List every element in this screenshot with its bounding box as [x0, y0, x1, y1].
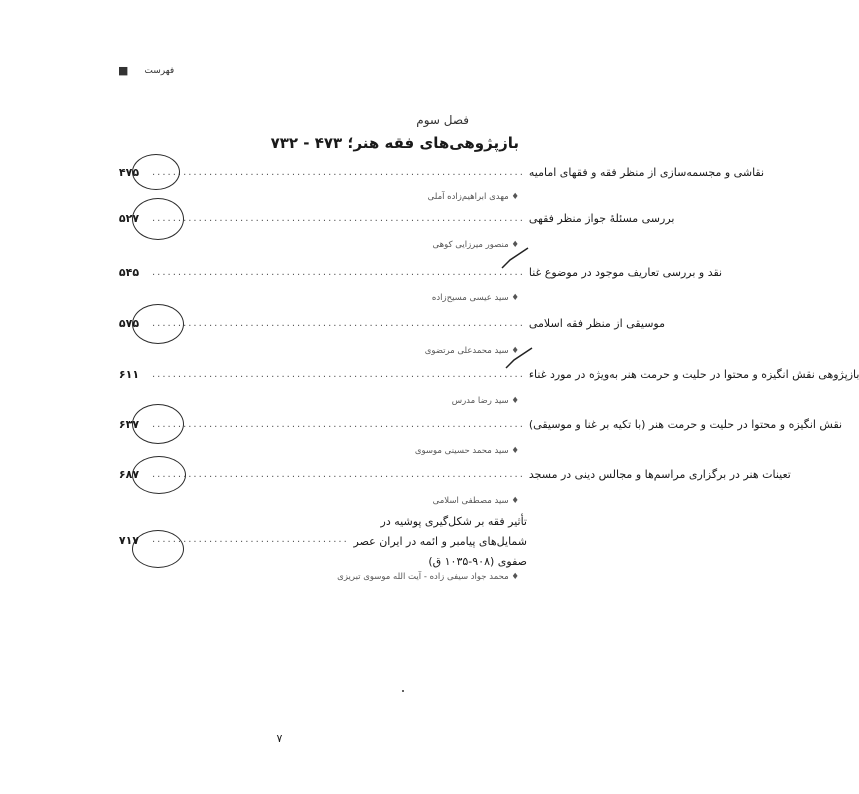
toc-entry-title: نقد و بررسی تعاریف موجود در موضوع غنا — [528, 265, 723, 279]
section-mark-icon: ■ — [118, 64, 129, 77]
toc-entry-author: ♦ سید رضا مدرس — [451, 396, 519, 406]
toc-entry-page: ۵۲۷ — [118, 211, 140, 225]
handwritten-check-icon — [504, 346, 534, 372]
toc-entry-title: تأثیر فقه بر شکل‌گیری پوشیه در شمایل‌های پیامبر و ائمه در ایران عصر صفوی (۹۰۸-۱۰۳۵ ق) — [353, 515, 527, 568]
running-title: فهرست — [144, 65, 175, 76]
toc-entry-title: بررسی مسئلهٔ جواز منظر فقهی — [528, 211, 675, 225]
leader-dots: ........................................................................ — [152, 166, 525, 178]
leader-dots: ...................................... — [152, 534, 349, 545]
toc-entry-page: ۵۴۵ — [118, 265, 140, 279]
section-title: بازپژوهی‌های فقه هنر؛ ۴۷۳ - ۷۳۲ — [270, 134, 519, 152]
toc-entry-author: ♦ سید مصطفی اسلامی — [432, 496, 519, 506]
leader-dots: ........................................................................ — [152, 317, 525, 329]
handwritten-check-icon — [500, 246, 530, 272]
toc-entry[interactable] — [110, 364, 859, 384]
leader-dots: ........................................................................ — [152, 266, 525, 278]
leader-dots: ........................................................................ — [152, 368, 525, 380]
toc-entry-author: ♦ سید محمدعلی مرتضوی — [424, 346, 519, 356]
toc-entry[interactable] — [110, 262, 723, 282]
toc-entry-author: ♦ محمد جواد سیفی زاده - آیت الله موسوی تبریزی — [337, 572, 519, 582]
toc-entry-page: ۵۷۵ — [118, 316, 140, 330]
toc-entry-title: نقش انگیزه و محتوا در حلیت و حرمت هنر (با تکیه بر غنا و موسیقی) — [528, 417, 843, 431]
toc-entry-author: ♦ سید محمد حسینی موسوی — [414, 446, 519, 456]
toc-entry-title: بازپژوهی نقش انگیزه و محتوا در حلیت و حرمت هنر به‌ویژه در مورد غناء — [528, 367, 859, 381]
toc-entry-page: ۷۱۷ — [118, 534, 140, 547]
page-number: ۷ — [276, 732, 283, 745]
leader-dots: ........................................................................ — [152, 468, 525, 480]
toc-entry-title: موسیقی از منظر فقه اسلامی — [528, 316, 665, 330]
toc-entry-page: ۶۸۷ — [118, 467, 140, 481]
section-label: فصل سوم — [416, 113, 469, 127]
ink-speck — [402, 690, 404, 692]
leader-dots: ........................................................................ — [152, 418, 525, 430]
toc-entry-title: نقاشی و مجسمه‌سازی از منظر فقه و فقهای امامیه — [528, 165, 765, 179]
toc-entry-author: ♦ مهدی ابراهیم‌زاده آملی — [427, 192, 519, 202]
toc-entry-author: ♦ منصور میرزایی کوهی — [432, 240, 519, 250]
toc-entry-page: ۴۷۵ — [118, 165, 140, 179]
running-head — [118, 64, 174, 77]
toc-entry-page: ۶۳۷ — [118, 417, 140, 431]
leader-dots: ........................................................................ — [152, 212, 525, 224]
toc-entry-page: ۶۱۱ — [118, 367, 140, 381]
toc-entry-title: تعینات هنر در برگزاری مراسم‌ها و مجالس دینی در مسجد — [528, 467, 791, 481]
toc-entry-author: ♦ سید عیسی مسیح‌زاده — [431, 293, 519, 303]
